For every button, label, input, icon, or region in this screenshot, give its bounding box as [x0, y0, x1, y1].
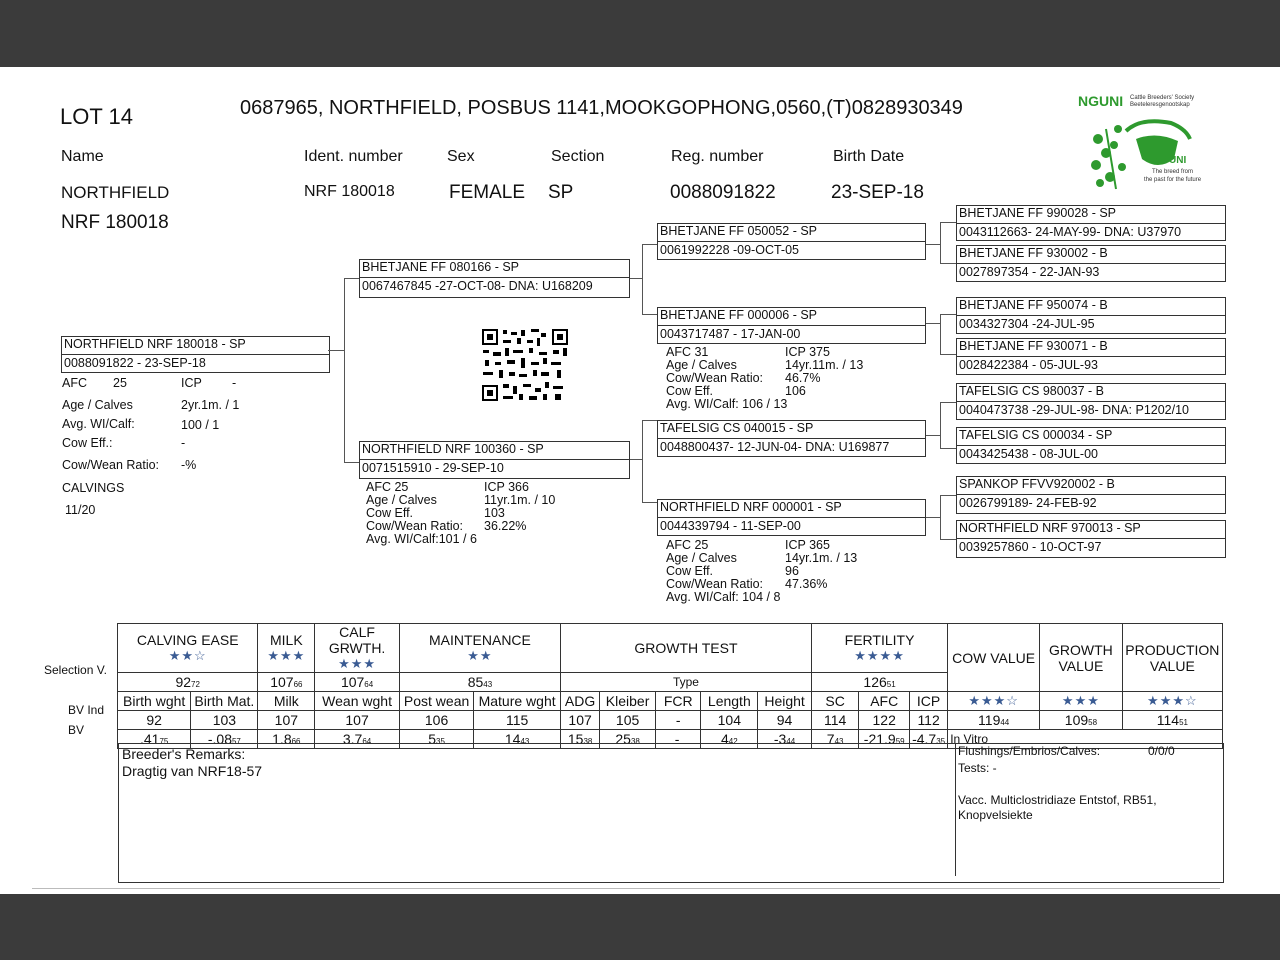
label-sex: Sex	[447, 148, 475, 165]
animal-birth: 23-SEP-18	[831, 182, 924, 203]
ggp-reg: 0034327304 -24-JUL-95	[959, 317, 1095, 331]
label-birth: Birth Date	[833, 148, 905, 165]
cow-value-stars: ★★★☆	[948, 692, 1040, 711]
afc-label: AFC	[62, 376, 87, 390]
sel-fert: 126	[863, 674, 887, 690]
ggp-name: BHETJANE FF 930002 - B	[959, 246, 1108, 260]
logo-tag1: The breed from	[1152, 169, 1194, 175]
calving-stars: ★★☆	[168, 648, 207, 663]
label-reg: Reg. number	[671, 148, 764, 165]
wi-value: 100 / 1	[181, 418, 220, 432]
qr-code	[481, 328, 569, 402]
wi-label: Avg. WI/Calf:	[62, 417, 135, 431]
connector	[924, 244, 941, 245]
dd-stats: AFC 25 Age / Calves Cow Eff. Cow/Wean Ratio: Avg. WI/Calf: 104 / 8	[666, 538, 781, 604]
sel-calf-acc: 64	[364, 680, 374, 689]
lot-number: LOT 14	[60, 104, 133, 129]
bv-ind-label: BV Ind	[68, 703, 105, 717]
ds-reg: 0048800437- 12-JUN-04- DNA: U169877	[660, 440, 890, 454]
connector	[924, 323, 941, 324]
sel-fert-acc: 51	[886, 680, 896, 689]
connector	[628, 278, 643, 279]
ss-reg: 0061992228 -09-OCT-05	[660, 243, 799, 257]
sel-calving-acc: 72	[191, 680, 200, 689]
calvings-value: 11/20	[65, 503, 96, 517]
sd-reg: 0043717487 - 17-JAN-00	[660, 327, 801, 341]
cow-eff-value: -	[181, 436, 186, 450]
sd-stats: AFC 31 Age / Calves Cow/Wean Ratio: Cow Eff. Avg. WI/Calf: 106 / 13	[666, 345, 788, 411]
ggp-name: BHETJANE FF 950074 - B	[959, 298, 1108, 312]
connector	[642, 244, 658, 315]
production-value-header: PRODUCTION VALUE	[1122, 624, 1222, 692]
connector	[940, 495, 957, 540]
connector	[924, 517, 941, 518]
cow-value: 119	[978, 712, 1001, 728]
animal-reg: 0088091822	[670, 182, 776, 203]
sel-milk-acc: 66	[293, 680, 303, 689]
remarks-section	[118, 743, 1224, 883]
logo-tag2: the past for the future	[1144, 177, 1202, 183]
connector	[344, 278, 361, 463]
remarks-title: Breeder's Remarks:	[122, 746, 246, 762]
calf-stars: ★★★	[338, 656, 377, 671]
animal-ident: NRF 180018	[304, 183, 395, 200]
logo-society1: Cattle Breeders' Society	[1130, 95, 1195, 101]
icp-value: -	[232, 376, 237, 390]
connector	[940, 314, 957, 355]
cwr-value: -%	[181, 458, 197, 472]
ggp-box-8	[956, 520, 1226, 558]
dd-reg: 0044339794 - 11-SEP-00	[660, 519, 801, 533]
sel-maint-acc: 43	[483, 680, 493, 689]
connector	[628, 459, 643, 460]
sire-box	[359, 259, 630, 298]
ggp-name: TAFELSIG CS 980037 - B	[959, 384, 1104, 398]
sire-sire-box	[657, 223, 926, 260]
owner-info: 0687965, NORTHFIELD, POSBUS 1141,MOOKGOPHONG,0560,(T)0828930349	[240, 97, 963, 119]
vacc-text-2: Knopvelsiekte	[958, 808, 1033, 822]
connector	[940, 222, 957, 264]
breeding-values-table	[117, 623, 1223, 749]
ggp-box-2	[956, 245, 1226, 282]
logo-society2: Beeteleresgenootskap	[1130, 102, 1190, 108]
sire-reg: 0067467845 -27-OCT-08- DNA: U168209	[362, 279, 593, 293]
ggp-box-6	[956, 427, 1226, 464]
growth-value-stars: ★★★	[1040, 692, 1123, 711]
remarks-divider	[955, 744, 956, 876]
animal-box	[61, 336, 330, 373]
ggp-name: BHETJANE FF 930071 - B	[959, 339, 1108, 353]
sel-calf: 107	[340, 674, 365, 690]
milk-stars: ★★★	[267, 648, 306, 663]
dam-stats-values: ICP 366 11yr.1m. / 10 103 36.22%	[484, 480, 556, 533]
ss-name: BHETJANE FF 050052 - SP	[660, 224, 818, 238]
growth-test-header: GROWTH TEST	[560, 624, 811, 673]
dd-name: NORTHFIELD NRF 000001 - SP	[660, 500, 842, 514]
tests-text: Tests: -	[958, 761, 997, 775]
logo-brand: NGUNI	[1078, 93, 1124, 109]
age-value: 2yr.1m. / 1	[181, 398, 240, 412]
fertility-header: FERTILITY ★★★★	[811, 624, 947, 673]
afc-value: 25	[113, 376, 127, 390]
animal-sex: FEMALE	[449, 182, 526, 203]
flush-label: Flushings/Embrios/Calves:	[958, 744, 1101, 758]
label-name: Name	[61, 148, 104, 165]
sel-milk: 107	[270, 674, 294, 690]
ggp-reg: 0043112663- 24-MAY-99- DNA: U37970	[959, 225, 1182, 239]
cow-eff-label: Cow Eff.:	[62, 436, 113, 450]
ggp-name: BHETJANE FF 990028 - SP	[959, 206, 1117, 220]
ggp-reg: 0027897354 - 22-JAN-93	[959, 265, 1100, 279]
ggp-box-3	[956, 297, 1226, 334]
flush-value: 0/0/0	[1148, 744, 1175, 758]
ggp-box-7	[956, 476, 1226, 514]
sd-stats-values: ICP 375 14yr.11m. / 13 46.7% 106	[785, 345, 864, 398]
dam-reg: 0071515910 - 29-SEP-10	[362, 461, 504, 475]
type-label: Type	[560, 673, 811, 692]
bv-label: BV	[68, 723, 85, 737]
sel-maint: 85	[467, 674, 484, 690]
connector	[328, 350, 345, 351]
selection-label: Selection V.	[44, 663, 107, 677]
age-label: Age / Calves	[62, 398, 133, 412]
dd-stats-values: ICP 365 14yr.1m. / 13 96 47.36%	[785, 538, 858, 591]
calvings-label: CALVINGS	[62, 481, 125, 495]
sel-calving: 92	[175, 674, 192, 690]
ggp-box-5	[956, 383, 1226, 420]
cow-value-header: COW VALUE	[948, 624, 1040, 692]
connector	[642, 420, 658, 503]
pedigree-certificate	[0, 67, 1280, 894]
dam-stats: AFC 25 Age / Calves Cow Eff. Cow/Wean Ratio: Avg. WI/Calf:101 / 6	[366, 480, 477, 546]
ggp-reg: 0043425438 - 08-JUL-00	[959, 447, 1098, 461]
animal-big-ident: NRF 180018	[61, 212, 169, 233]
animal-section: SP	[548, 182, 574, 203]
ggp-reg: 0040473738 -29-JUL-98- DNA: P1202/10	[959, 403, 1190, 417]
ggp-reg: 0028422384 - 05-JUL-93	[959, 358, 1098, 372]
connector	[924, 435, 941, 436]
label-section: Section	[551, 148, 605, 165]
connector	[940, 402, 957, 449]
footer-rule	[32, 888, 1220, 889]
remarks-text: Dragtig van NRF18-57	[122, 763, 263, 779]
bv-row: .4175 -.0857 1.866 3.764 535 1443 1538 2538 -. 442 -344 743 -21.959 -4.735 In Vitro	[118, 730, 1223, 749]
ggp-name: NORTHFIELD NRF 970013 - SP	[959, 521, 1141, 535]
bv-ind-row: 92 103 107 107 106 115 107 105 - 104 94 114 122 112 11944 10958 11451	[118, 711, 1223, 730]
dam-name: NORTHFIELD NRF 100360 - SP	[362, 442, 544, 456]
logo-badge: NGUNI	[1154, 155, 1187, 166]
dam-box	[359, 441, 630, 479]
animal-name: NORTHFIELD	[61, 183, 170, 202]
maintenance-header: MAINTENANCE ★★	[399, 624, 560, 673]
cwr-label: Cow/Wean Ratio:	[62, 458, 160, 472]
animal-box-title: NORTHFIELD NRF 180018 - SP	[64, 337, 246, 351]
ggp-box-1	[956, 205, 1226, 241]
nguni-logo	[1078, 91, 1210, 195]
ds-name: TAFELSIG CS 040015 - SP	[660, 421, 814, 435]
animal-box-reg: 0088091822 - 23-SEP-18	[64, 356, 206, 370]
sire-dam-box	[657, 307, 926, 344]
calf-growth-header: CALF GRWTH. ★★★	[315, 624, 400, 673]
prod-value-stars: ★★★☆	[1122, 692, 1222, 711]
icp-label: ICP	[181, 376, 202, 390]
maint-stars: ★★	[467, 648, 493, 663]
growth-value: 109	[1064, 712, 1089, 728]
sd-name: BHETJANE FF 000006 - SP	[660, 308, 818, 322]
in-vitro-label: In Vitro	[948, 730, 1223, 749]
vacc-text-1: Vacc. Multiclostridiaze Entstof, RB51,	[958, 793, 1157, 807]
label-ident: Ident. number	[304, 148, 403, 165]
sire-name: BHETJANE FF 080166 - SP	[362, 260, 520, 274]
dam-dam-box	[657, 499, 926, 536]
dam-sire-box	[657, 420, 926, 457]
prod-value: 114	[1156, 712, 1180, 728]
calving-ease-header: CALVING EASE ★★☆	[118, 624, 258, 673]
ggp-reg: 0026799189- 24-FEB-92	[959, 496, 1097, 510]
ggp-name: SPANKOP FFVV920002 - B	[959, 477, 1115, 491]
ggp-box-4	[956, 338, 1226, 375]
ggp-reg: 0039257860 - 10-OCT-97	[959, 540, 1102, 554]
column-header-row: Birth wght Birth Mat. Milk Wean wght Post wean Mature wght ADG Kleiber FCR Length Height SC AFC ICP ★★★☆ ★★★ ★★★☆	[118, 692, 1223, 711]
fert-stars: ★★★★	[854, 648, 905, 663]
milk-header: MILK ★★★	[258, 624, 315, 673]
ggp-name: TAFELSIG CS 000034 - SP	[959, 428, 1113, 442]
growth-value-header: GROWTH VALUE	[1040, 624, 1123, 692]
